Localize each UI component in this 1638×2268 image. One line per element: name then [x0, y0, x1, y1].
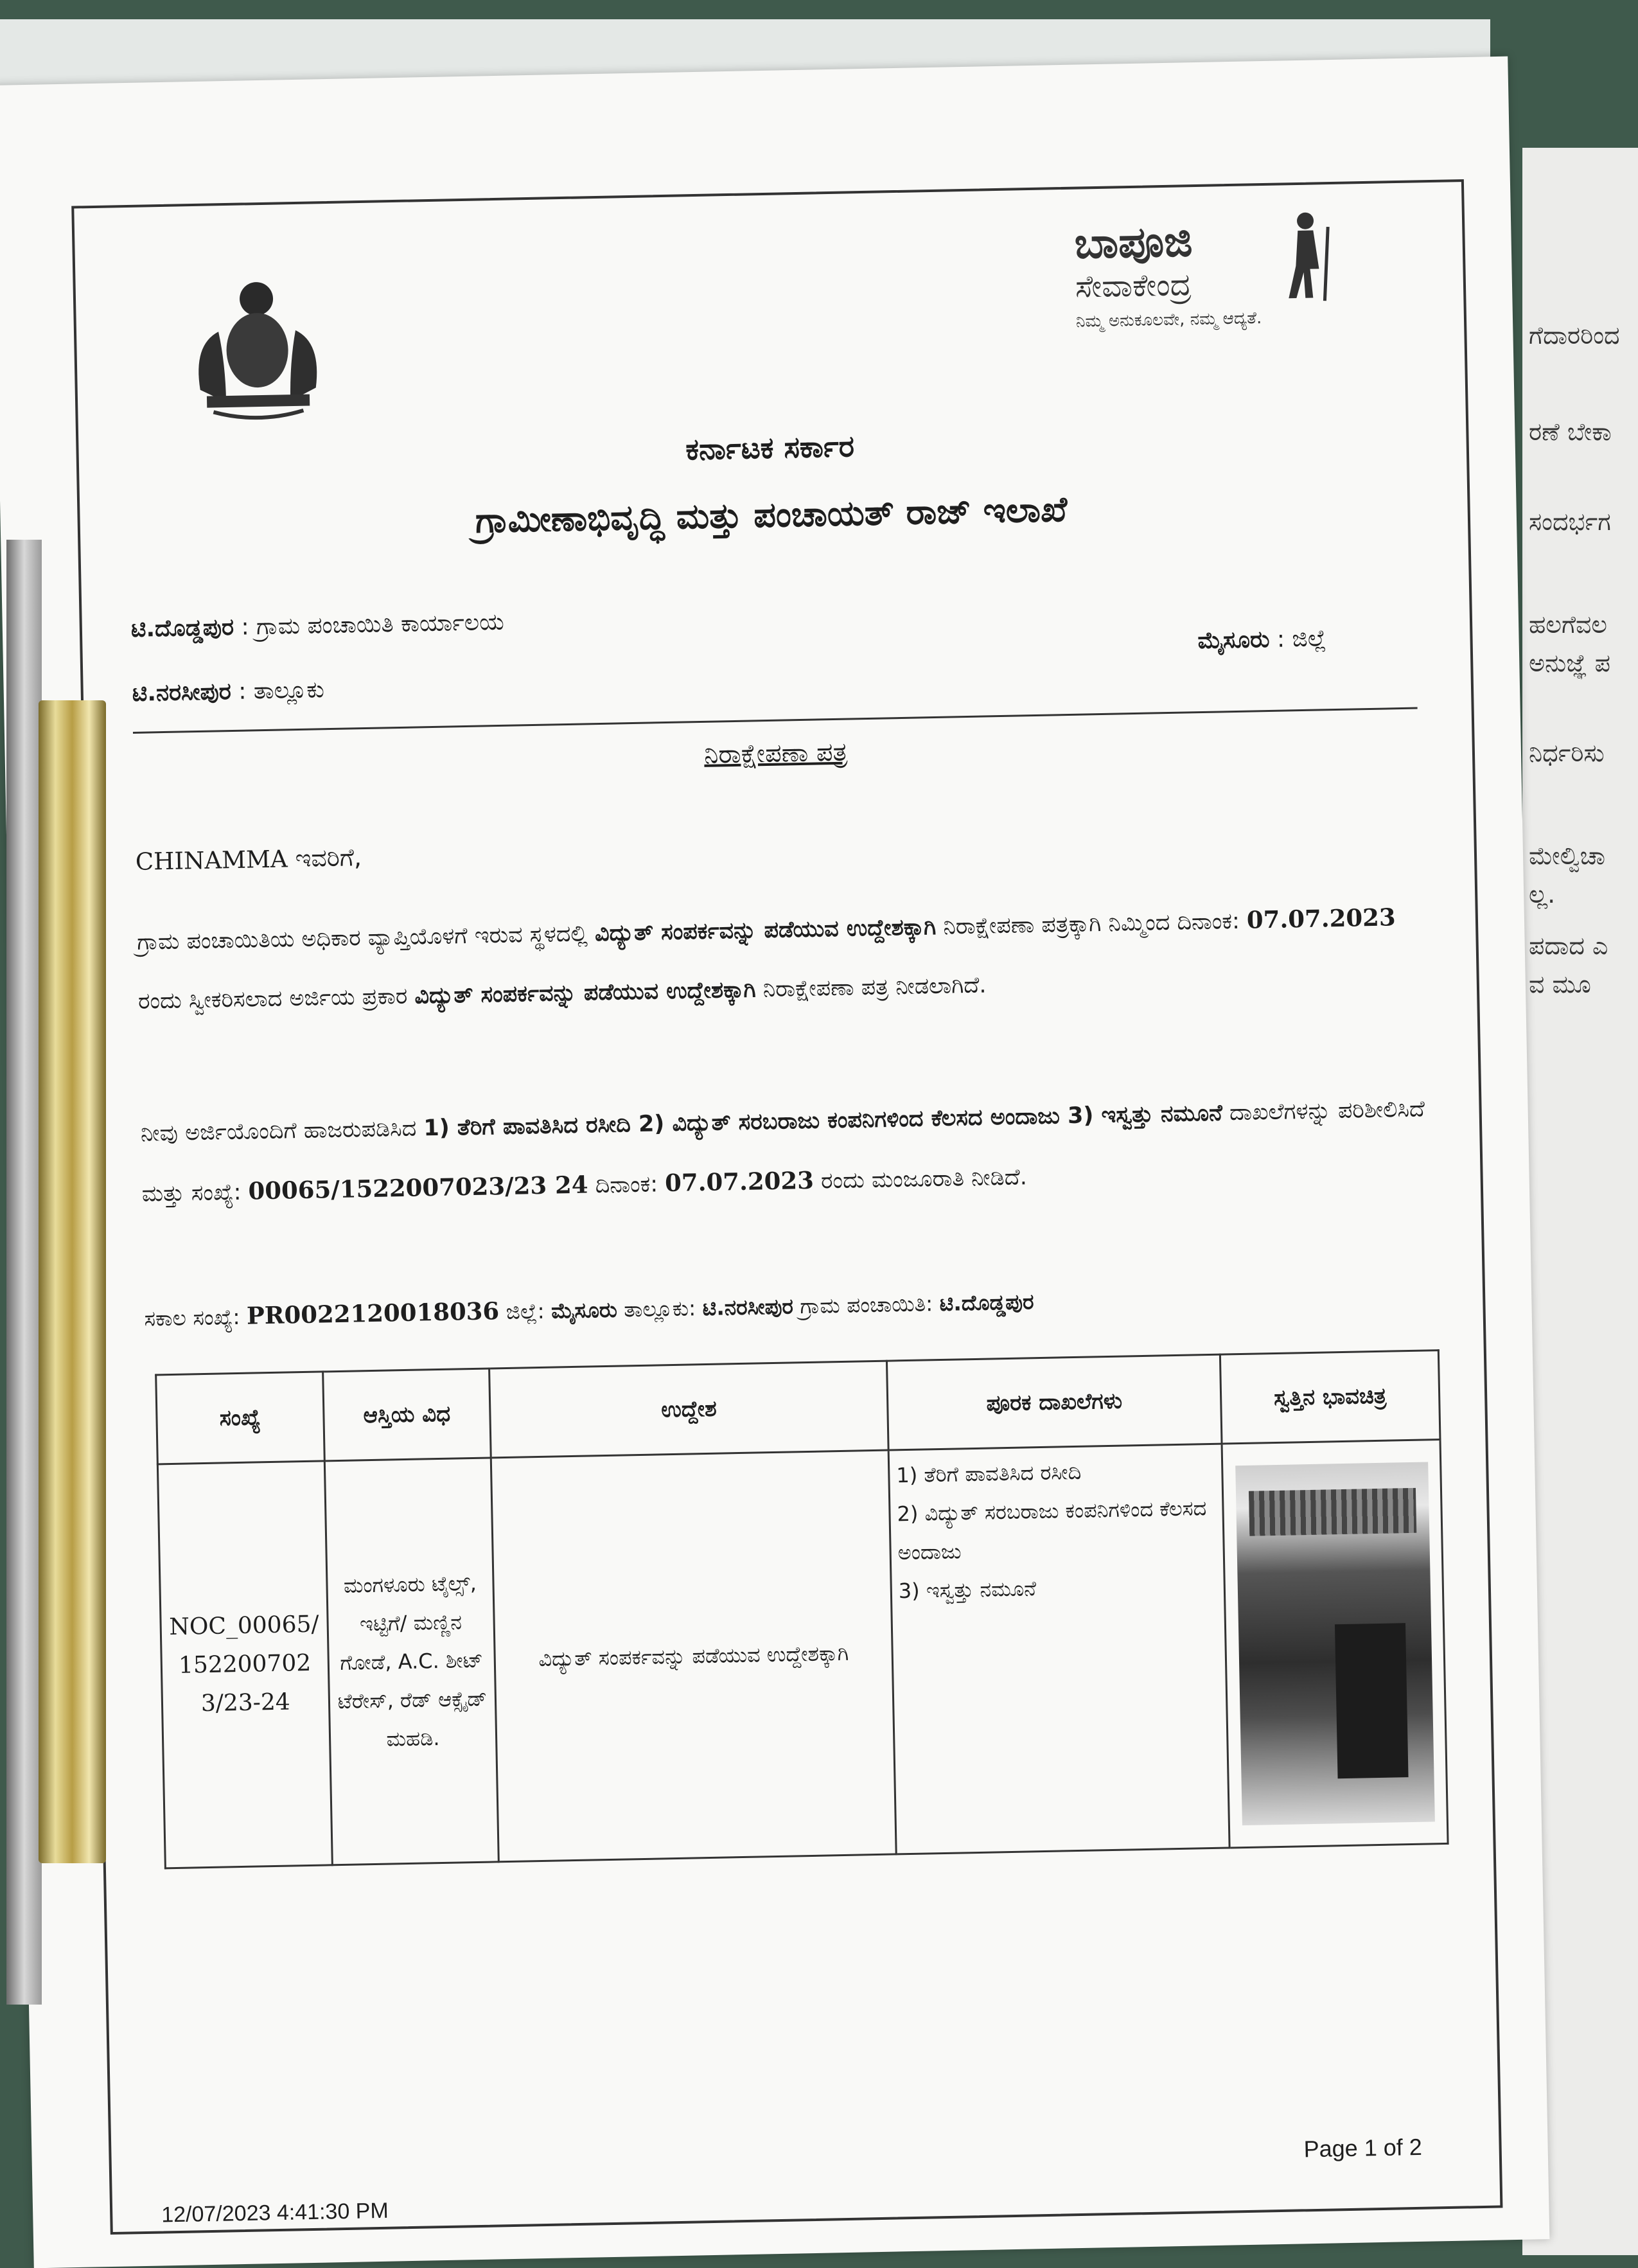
ref-district: ಮೈಸೂರು: [550, 1297, 618, 1324]
taluk-name: ಟಿ.ನರಸೀಪುರ: [132, 678, 232, 707]
para1-text-a: ಗ್ರಾಮ ಪಂಚಾಯಿತಿಯ ಅಧಿಕಾರ ವ್ಯಾಪ್ತಿಯೊಳಗೆ ಇರುವ ಸ್ಥಳದಲ್ಲಿ: [136, 921, 595, 955]
print-timestamp: 12/07/2023 4:41:30 PM: [161, 2198, 389, 2228]
gandhi-walking-icon: [1267, 208, 1346, 305]
noc-details-table: [155, 1349, 1449, 1869]
logo-subtitle: ಸೇವಾಕೇಂದ್ರ: [1075, 267, 1192, 305]
property-photo-cell: [1222, 1440, 1448, 1848]
recipient-name: CHINAMMA: [135, 845, 288, 876]
binder-clip-gray: [6, 540, 42, 2005]
para1-text-f: ನಿರಾಕ್ಷೇಪಣಾ ಪತ್ರ ನೀಡಲಾಗಿದೆ.: [755, 972, 987, 1003]
salutation-line: [135, 843, 362, 876]
approval-number: 00065/1522007023/23 24: [248, 1170, 588, 1205]
paragraph-approval: [140, 1079, 1427, 1223]
para1-purpose: ವಿದ್ಯುತ್ ಸಂಪರ್ಕವನ್ನು ಪಡೆಯುವ ಉದ್ದೇಶಕ್ಕಾಗಿ: [594, 914, 937, 947]
table-row: [157, 1440, 1448, 1868]
panchayat-name: ಟಿ.ದೊಡ್ಡಪುರ: [130, 614, 234, 642]
ref-district-label: ಜಿಲ್ಲೆ:: [498, 1298, 552, 1325]
government-title: ಕರ್ನಾಟಕ ಸರ್ಕಾರ: [685, 429, 855, 467]
property-photo: [1235, 1462, 1435, 1825]
document-item: 3) ಇಸ್ವತ್ತು ನಮೂನೆ: [898, 1576, 1037, 1604]
district-name: ಮೈಸೂರು: [1197, 626, 1270, 655]
karnataka-emblem-icon: [179, 272, 335, 423]
para1-text-d: ರಂದು ಸ್ವೀಕರಿಸಲಾದ ಅರ್ಜಿಯ ಪ್ರಕಾರ: [137, 983, 415, 1014]
document-title-text: ನಿರಾಕ್ಷೇಪಣಾ ಪತ್ರ: [703, 737, 848, 770]
document-item: 1) ತೆರಿಗೆ ಪಾವತಿಸಿದ ರಸೀದಿ: [896, 1459, 1082, 1488]
header-number: ಸಂಖ್ಯೆ: [156, 1372, 324, 1464]
approval-date: 07.07.2023: [664, 1165, 815, 1198]
para2-text-e: ರಂದು ಮಂಜೂರಾತಿ ನೀಡಿದೆ.: [813, 1164, 1028, 1194]
para2-text-c: ದಾಖಲೆಗಳನ್ನು ಪರಿಶೀಲಿಸಿದೆ ಮತ್ತು ಸಂಖ್ಯೆ:: [141, 1096, 1425, 1207]
property-type: ಮಂಗಳೂರು ಟೈಲ್ಸ್, ಇಟ್ಟಿಗೆ/ ಮಣ್ಣಿನ ಗೋಡೆ, A.C. ಶೀಟ್ ಟೆರೇಸ್, ರೆಡ್ ಆಕ್ಸೈಡ್ ಮಹಡಿ.: [324, 1458, 499, 1865]
bg-fragment: ರಣೆ ಬೇಕಾ: [1529, 418, 1612, 446]
header-purpose: ಉದ್ದೇಶ: [489, 1361, 888, 1458]
taluk-label: : ತಾಲ್ಲೂಕು: [231, 677, 325, 705]
purpose: ವಿದ್ಯುತ್ ಸಂಪರ್ಕವನ್ನು ಪಡೆಯುವ ಉದ್ದೇಶಕ್ಕಾಗಿ: [491, 1450, 896, 1862]
logo-tagline: ನಿಮ್ಮ ಅನುಕೂಲವೇ, ನಮ್ಮ ಆದ್ಯತೆ.: [1075, 308, 1262, 332]
para2-documents: 1) ತೆರಿಗೆ ಪಾವತಿಸಿದ ರಸೀದಿ 2) ವಿದ್ಯುತ್ ಸರಬರಾಜು ಕಂಪನಿಗಳಿಂದ ಕೆಲಸದ ಅಂದಾಜು 3) ಇಸ್ವತ್ತು ನಮೂನೆ: [423, 1100, 1223, 1142]
taluk-line: [132, 677, 324, 707]
ref-gp: ಟಿ.ದೊಡ್ಡಪುರ: [939, 1289, 1034, 1316]
noc-number: NOC_00065/1522007023/23-24: [157, 1461, 332, 1868]
document-item: 2) ವಿದ್ಯುತ್ ಸರಬರಾಜು ಕಂಪನಿಗಳಿಂದ ಕೆಲಸದ ಅಂದಾಜು: [897, 1496, 1207, 1565]
binder-clip-gold: [39, 700, 106, 1863]
district-label: : ಜಿಲ್ಲೆ: [1269, 625, 1327, 653]
noc-document-page: [0, 57, 1549, 2268]
bg-fragment: ಸಂದರ್ಭಗ: [1529, 508, 1611, 536]
ref-taluk-label: ತಾಲ್ಲೂಕು:: [617, 1295, 703, 1322]
bg-fragment: ಲ್ಲ.: [1529, 880, 1556, 908]
salutation: ಇವರಿಗೆ,: [287, 843, 362, 873]
district-line: [1197, 625, 1326, 655]
header-supporting-documents: ಪೂರಕ ದಾಖಲೆಗಳು: [886, 1354, 1222, 1450]
photo-roof: [1248, 1488, 1416, 1536]
para2-text-a: ನೀವು ಅರ್ಜಿಯೊಂದಿಗೆ ಹಾಜರುಪಡಿಸಿದ: [140, 1115, 424, 1147]
panchayat-label: : ಗ್ರಾಮ ಪಂಚಾಯಿತಿ ಕಾರ್ಯಾಲಯ: [233, 608, 505, 641]
bapuji-sevakendra-logo: [1074, 213, 1360, 405]
sakala-number: PR0022120018036: [246, 1297, 500, 1330]
para2-text-d: ದಿನಾಂಕ:: [588, 1171, 665, 1199]
logo-name: ಬಾಪೂಜಿ: [1073, 217, 1193, 269]
bg-fragment: ಮೇಲ್ವಿಚಾ: [1529, 842, 1605, 870]
bg-fragment: ಹಲಗೆವಲ: [1529, 610, 1608, 639]
supporting-documents: [888, 1444, 1229, 1854]
para1-text-c: ನಿರಾಕ್ಷೇಪಣಾ ಪತ್ರಕ್ಕಾಗಿ ನಿಮ್ಮಿಂದ ದಿನಾಂಕ:: [935, 908, 1247, 940]
paragraph-application: [136, 887, 1423, 1031]
page-number: Page 1 of 2: [1303, 2133, 1423, 2163]
application-date: 07.07.2023: [1246, 903, 1396, 934]
para1-purpose-2: ವಿದ್ಯುತ್ ಸಂಪರ್ಕವನ್ನು ಪಡೆಯುವ ಉದ್ದೇಶಕ್ಕಾಗಿ: [414, 977, 757, 1009]
department-title: ಗ್ರಾಮೀಣಾಭಿವೃದ್ಧಿ ಮತ್ತು ಪಂಚಾಯತ್ ರಾಜ್ ಇಲಾಖೆ: [475, 488, 1068, 541]
sakala-label: ಸಕಾಲ ಸಂಖ್ಯೆ:: [144, 1304, 247, 1331]
header-property-type: ಆಸ್ತಿಯ ವಿಧ: [322, 1369, 491, 1461]
bg-fragment: ವ ಮೂ: [1529, 970, 1591, 998]
bg-fragment: ಅನುಜ್ಞೆ ಪ: [1529, 649, 1611, 677]
bg-fragment: ಗೆದಾರರಿಂದ: [1529, 321, 1620, 350]
bg-fragment: ನಿರ್ಧರಿಸು: [1529, 739, 1605, 767]
photo-door: [1334, 1623, 1408, 1778]
ref-taluk: ಟಿ.ನರಸೀಪುರ: [702, 1293, 794, 1321]
ref-gp-label: ಗ್ರಾಮ ಪಂಚಾಯಿತಿ:: [793, 1291, 940, 1319]
header-property-photo: ಸ್ವತ್ತಿನ ಭಾವಚಿತ್ರ: [1220, 1351, 1440, 1444]
bg-fragment: ಪದಾದ ಎ: [1529, 932, 1608, 960]
